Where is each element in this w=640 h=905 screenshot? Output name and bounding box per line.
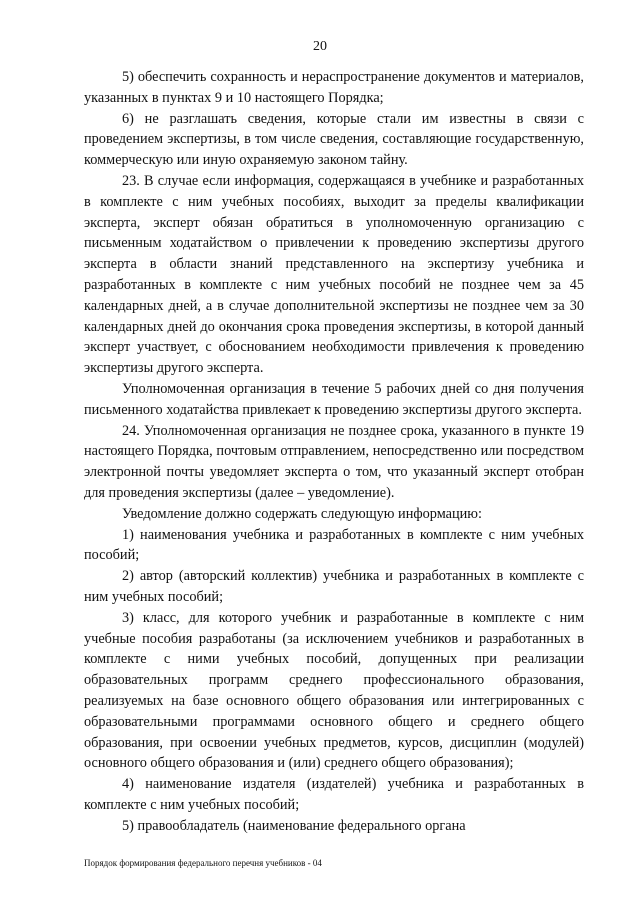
paragraph: 2) автор (авторский коллектив) учебника и разработанных в комплекте с ним учебных пособий; [84, 568, 584, 605]
paragraph: Уведомление должно содержать следующую информацию: [122, 505, 482, 522]
paragraph: 6) не разглашать сведения, которые стали им известны в связи с проведением экспертизы, в том числе сведения, составляющие государственную, коммерческую или иную охраняемую законом тайну. [84, 110, 584, 169]
paragraph: 3) класс, для которого учебник и разработанные в комплекте с ним учебные пособия разработаны (за исключением учебников и разработанных в комплекте с ними учебных пособий, допущенных при реализации образовательных программ среднего профессионального образования, реализуемых на базе основного общего образования или интегрированных с образовательными программами основного общего и среднего общего образования, при освоении учебных предметов, курсов, дисциплин (модулей) основного общего образования и (или) среднего общего образования); [84, 609, 584, 772]
paragraph: 5) обеспечить сохранность и нераспространение документов и материалов, указанных в пунктах 9 и 10 настоящего Порядка; [84, 69, 584, 106]
paragraph: 4) наименование издателя (издателей) учебника и разработанных в комплекте с ним учебных пособий; [84, 776, 584, 813]
page-number: 20 [313, 39, 327, 54]
paragraph: 5) правообладатель (наименование федерального органа [122, 817, 466, 834]
footer-note: Порядок формирования федерального перечня учебников - 04 [84, 858, 322, 868]
paragraph: 1) наименования учебника и разработанных в комплекте с ним учебных пособий; [84, 526, 584, 564]
paragraph: 24. Уполномоченная организация не позднее срока, указанного в пункте 19 настоящего Порядка, почтовым отправлением, непосредственно или посредством электронной почты уведомляет эксперта о том, что указанный эксперт отобран для проведения экспертизы (далее – уведомление). [84, 422, 584, 501]
paragraph: 23. В случае если информация, содержащаяся в учебнике и разработанных в комплекте с ним учебных пособиях, выходит за пределы квалификации эксперта, эксперт обязан обратиться в уполномоченную организацию с письменным ходатайством о привлечении к проведению экспертизы другого эксперта в области знаний представленного на экспертизу учебника и разработанных в комплекте с ним учебных пособий не позднее чем за 45 календарных дней, а в случае дополнительной экспертизы не позднее чем за 30 календарных дней до окончания срока проведения экспертизы, в которой данный эксперт участвует, с обоснованием необходимости привлечения к проведению экспертизы другого эксперта. [84, 172, 584, 377]
document-body [84, 67, 584, 836]
paragraph: Уполномоченная организация в течение 5 рабочих дней со дня получения письменного ходатайства привлекает к проведению экспертизы другого эксперта. [84, 380, 584, 418]
